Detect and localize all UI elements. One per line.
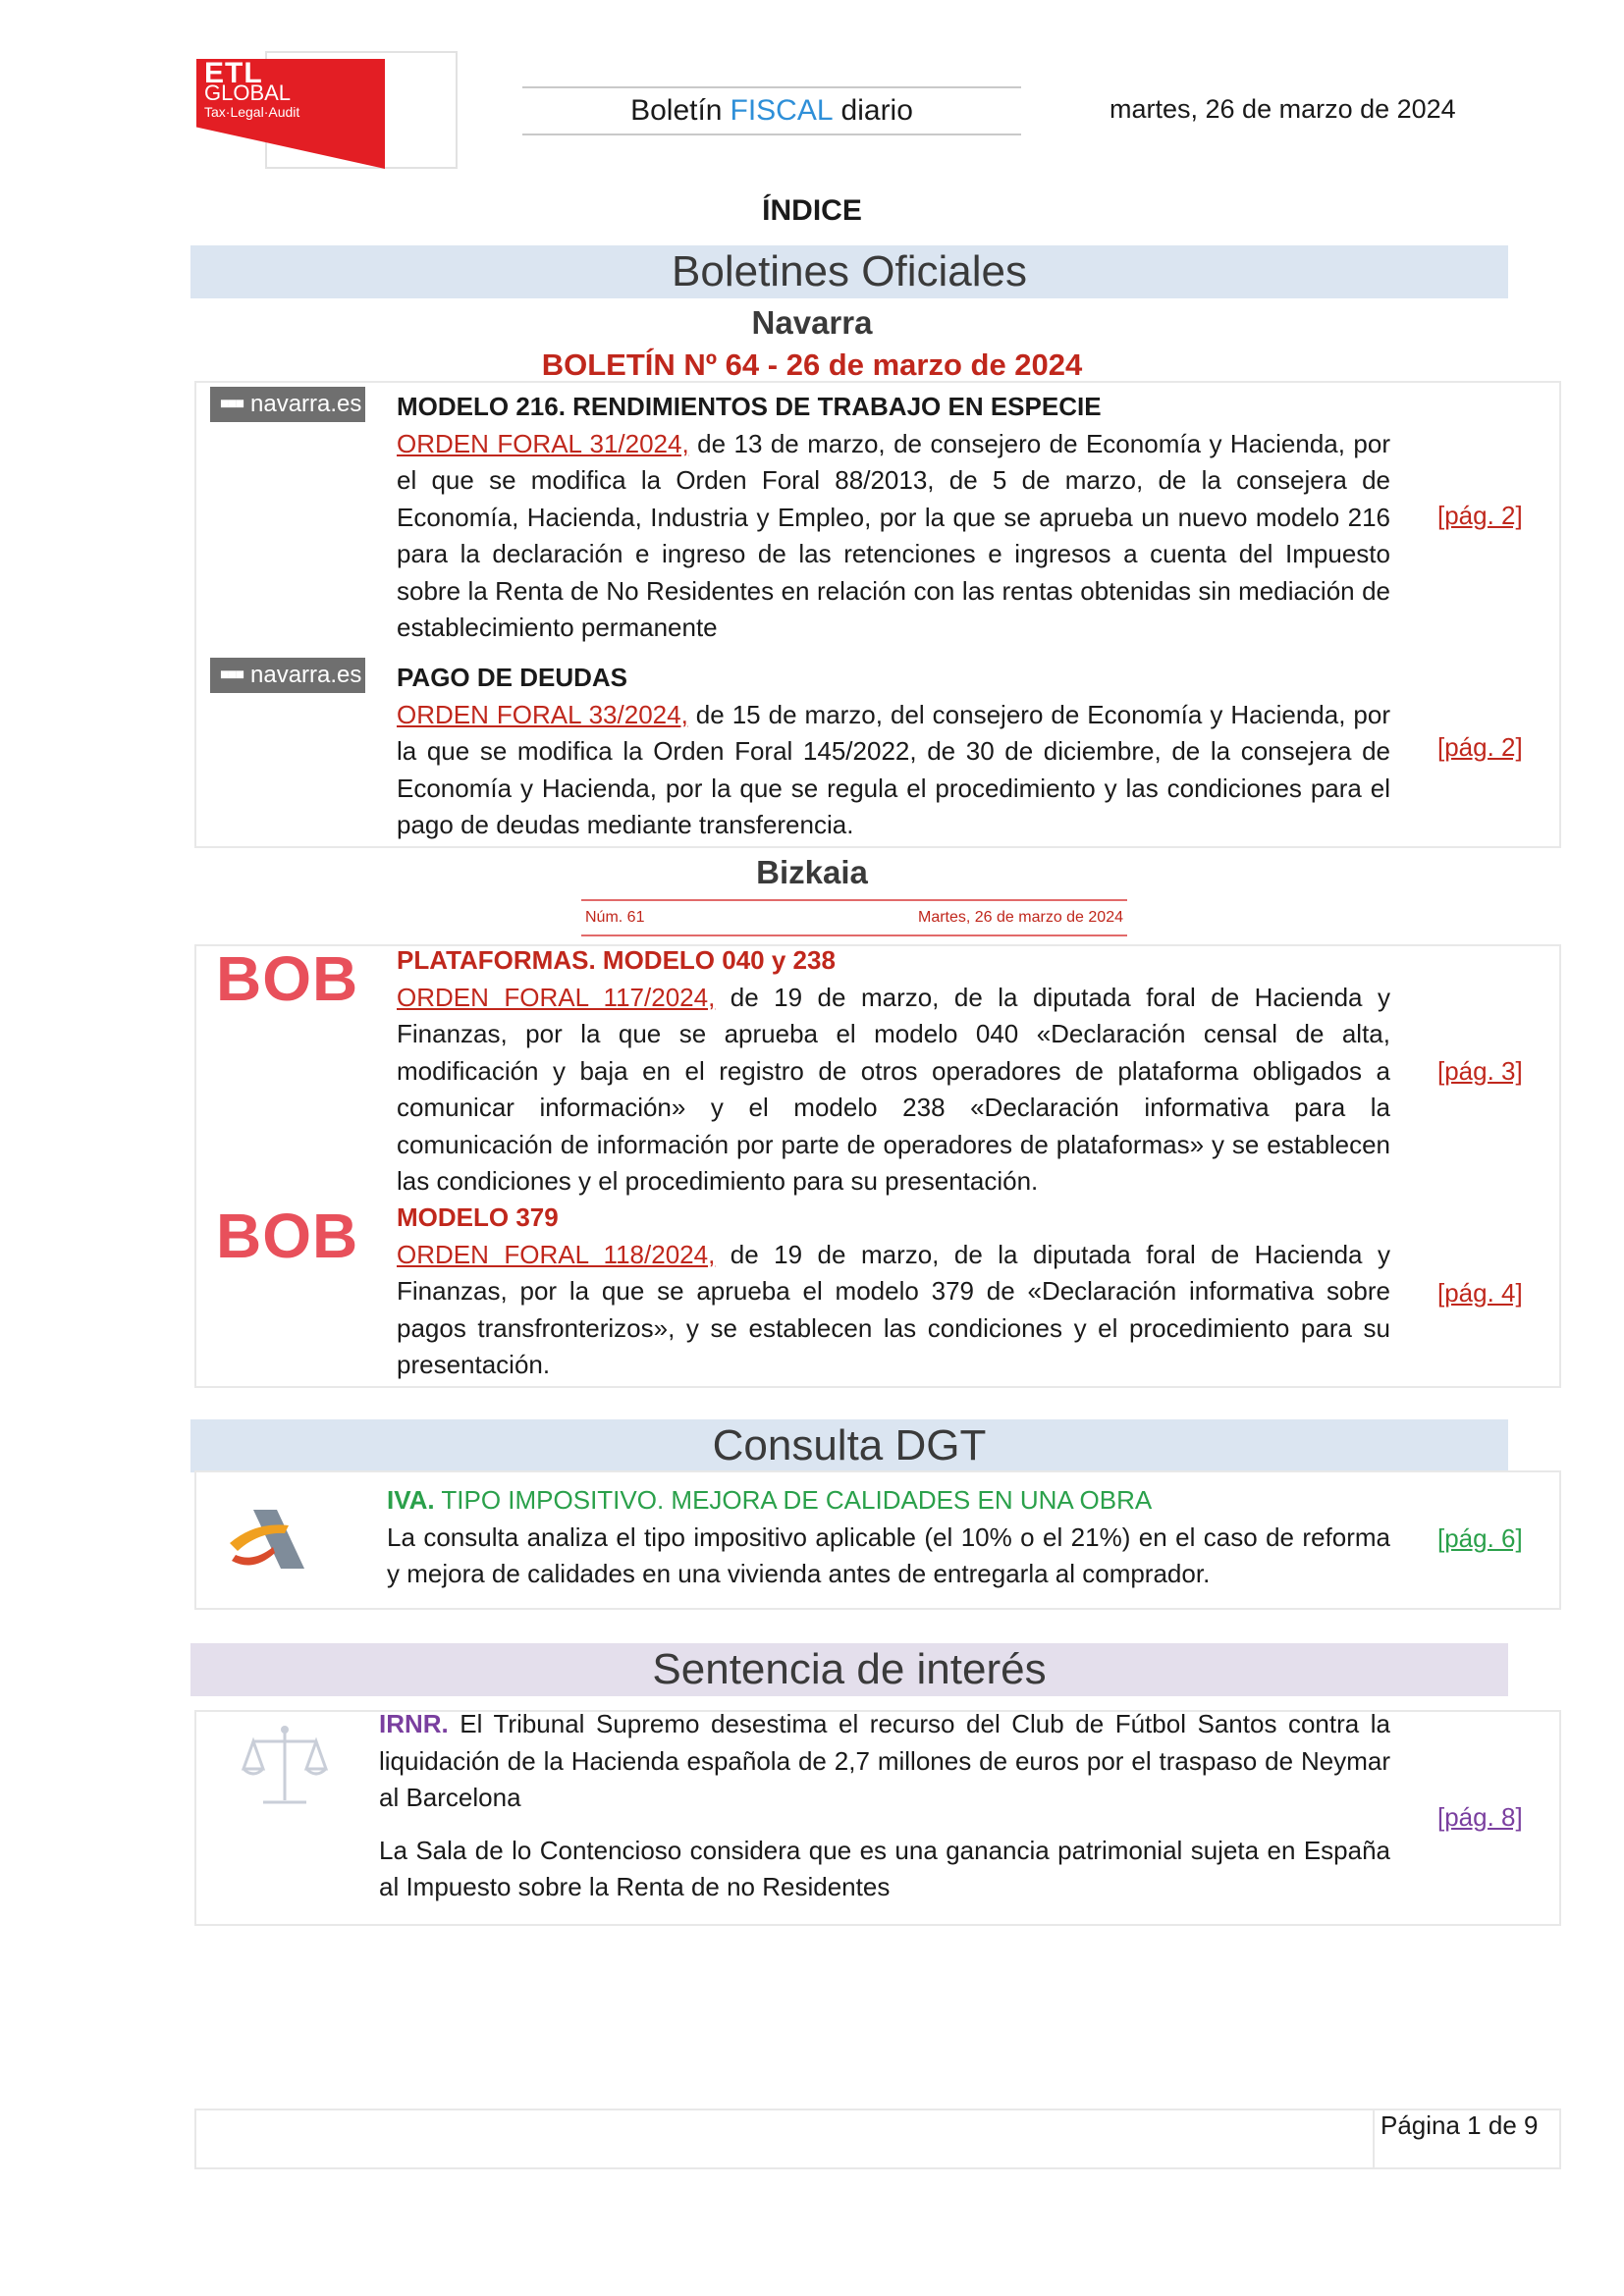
entry-body: [397, 1237, 1390, 1384]
entry-heading: MODELO 216. RENDIMIENTOS DE TRABAJO EN ESPECIE: [397, 392, 1102, 421]
page-link[interactable]: [pág. 4]: [1437, 1278, 1523, 1308]
scales-of-justice-icon: [240, 1722, 330, 1812]
boletin-navarra: BOLETÍN Nº 64 - 26 de marzo de 2024: [541, 347, 1083, 382]
page-link[interactable]: [pág. 8]: [1437, 1802, 1523, 1832]
orden-foral-link[interactable]: ORDEN FORAL 117/2024,: [397, 982, 716, 1012]
entry-text: de 19 de marzo, de la diputada foral de Hacienda y Finanzas, por la que se aprueba el modelo 379 de «Declaración informativa sobre pagos transfronterizos», y se establecen las condiciones y el procedimiento para su presentación.: [397, 1239, 1390, 1379]
page-link[interactable]: [pág. 2]: [1437, 501, 1523, 530]
section-consulta-dgt: Consulta DGT: [190, 1419, 1508, 1472]
bob-header: [581, 899, 1127, 936]
entry-heading: PAGO DE DEUDAS: [397, 663, 627, 692]
bob-logo: BOB: [216, 1201, 359, 1271]
navarra-logo-text: navarra.es: [250, 662, 362, 688]
region-navarra: Navarra: [751, 304, 873, 341]
navarra-entry-2: [397, 660, 1390, 844]
page-link[interactable]: [pág. 6]: [1437, 1523, 1523, 1553]
header-date: martes, 26 de marzo de 2024: [1110, 94, 1456, 124]
bizkaia-entry-2: [397, 1200, 1390, 1384]
logo-line1: ETL: [204, 57, 263, 89]
entry-text: de 13 de marzo, de consejero de Economía y Hacienda, por el que se modifica la Orden Foral 88/2013, de 5 de marzo, de la consejera de Economía, Hacienda, Industria y Empleo, por la que se aprueba un nuevo modelo 216 para la declaración e ingreso de las retenciones e ingresos a cuenta del Impuesto sobre la Renta de No Residentes en relación con las rentas obtenidas sin mediación de establecimiento permanente: [397, 428, 1390, 642]
logo-line2: GLOBAL: [204, 80, 292, 105]
entry-heading: [387, 1482, 1390, 1520]
orden-foral-link[interactable]: ORDEN FORAL 33/2024,: [397, 699, 688, 729]
entry-text: El Tribunal Supremo desestima el recurso del Club de Fútbol Santos contra la liquidación de la Hacienda española de 2,7 millones de euros por el traspaso de Neymar al Barcelona: [379, 1709, 1390, 1812]
page-number: Página 1 de 9: [1380, 2110, 1539, 2140]
page-link[interactable]: [pág. 2]: [1437, 732, 1523, 762]
bob-date: Martes, 26 de marzo de 2024: [917, 909, 1123, 926]
page-link[interactable]: [pág. 3]: [1437, 1056, 1523, 1086]
consulta-entry: [387, 1482, 1390, 1593]
section-sentencia: Sentencia de interés: [190, 1643, 1508, 1696]
entry-body: [397, 980, 1390, 1201]
entry-body: [397, 697, 1390, 844]
entry-heading: PLATAFORMAS. MODELO 040 y 238: [397, 945, 836, 975]
logo-line3: Tax·Legal·Audit: [204, 104, 300, 120]
entry-heading: MODELO 379: [397, 1202, 559, 1232]
agencia-tributaria-icon: [226, 1504, 308, 1575]
orden-foral-link[interactable]: ORDEN FORAL 31/2024,: [397, 428, 689, 458]
title-fiscal: FISCAL: [730, 94, 834, 127]
navarra-logo-text: navarra.es: [250, 391, 362, 417]
bob-logo: BOB: [216, 943, 359, 1014]
entry-heading-text: TIPO IMPOSITIVO.: [434, 1485, 672, 1515]
section-boletines-oficiales: Boletines Oficiales: [190, 245, 1508, 298]
entry-tag: IRNR.: [379, 1709, 449, 1738]
title-pre: Boletín: [630, 94, 723, 127]
entry-tag: IVA.: [387, 1485, 435, 1515]
footer: [194, 2109, 1561, 2169]
navarra-entry-1: [397, 389, 1390, 647]
index-title: ÍNDICE: [762, 194, 862, 227]
bob-number: Núm. 61: [585, 909, 645, 926]
region-bizkaia: Bizkaia: [756, 854, 868, 890]
navarra-logo: [210, 658, 365, 693]
navarra-logo: [210, 387, 365, 422]
grid-icon: ■■■: [220, 396, 243, 412]
entry-paragraph-1: [379, 1706, 1390, 1817]
orden-foral-link[interactable]: ORDEN FORAL 118/2024,: [397, 1239, 716, 1269]
entry-text: La consulta analiza el tipo impositivo aplicable (el 10% o el 21%) en el caso de reforma y mejora de calidades en una vivienda antes de entregarla al comprador.: [387, 1522, 1390, 1588]
title-post: diario: [840, 94, 913, 127]
entry-text: de 19 de marzo, de la diputada foral de Hacienda y Finanzas, por la que se aprueba el modelo 040 «Declaración censal de alta, modificación y baja en el registro de otros operadores de plataforma obligados a comunicar información» y el modelo 238 «Declaración informativa para la comunicación de información por parte de operadores de plataformas» y se establecen las condiciones y el procedimiento para su presentación.: [397, 982, 1390, 1196]
sentencia-entry: [379, 1706, 1390, 1906]
bulletin-title: [522, 86, 1021, 135]
bizkaia-entry-1: [397, 942, 1390, 1201]
grid-icon: ■■■: [220, 667, 243, 683]
entry-paragraph-2: La Sala de lo Contencioso considera que es una ganancia patrimonial sujeta en España al Impuesto sobre la Renta de no Residentes: [379, 1835, 1390, 1901]
entry-heading-text-2: MEJORA DE CALIDADES EN UNA OBRA: [671, 1485, 1153, 1515]
entry-body: [397, 426, 1390, 647]
entry-text: de 15 de marzo, del consejero de Economía y Hacienda, por la que se modifica la Orden Foral 145/2022, de 30 de diciembre, de la consejera de Economía y Hacienda, por la que se regula el procedimiento y las condiciones para el pago de deudas mediante transferencia.: [397, 699, 1390, 839]
